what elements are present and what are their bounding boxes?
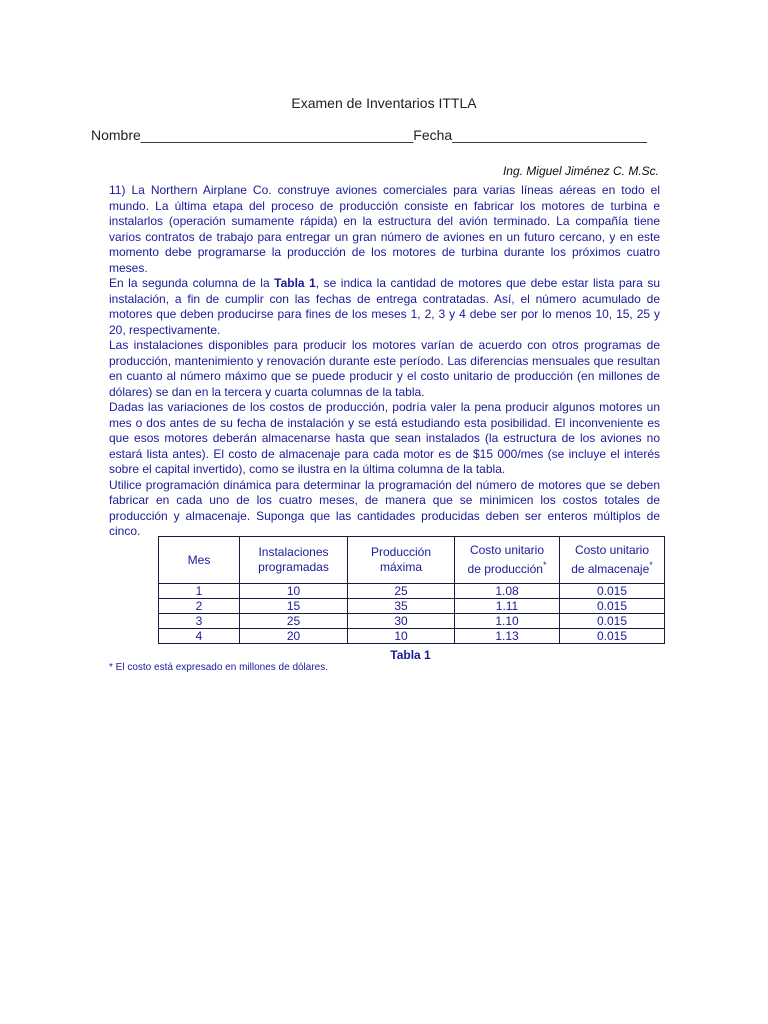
table-cell: 15 — [240, 599, 348, 614]
table-cell: 25 — [348, 584, 455, 599]
header-costo-produccion — [455, 537, 560, 584]
problem-paragraph-4: Dadas las variaciones de los costos de producción, podría valer la pena producir algunos motores un mes o dos antes de su fecha de instalación y se está estudiando esta posibilidad. El inconveniente es que esos motores deberán almacenarse hasta que sean instalados (la estructura de los aviones no estará lista antes). El costo de almacenaje para cada motor es de $15 000/mes (se incluye el interés sobre el capital invertido), como se ilustra en la última columna de la tabla. — [109, 400, 660, 476]
table-cell: 30 — [348, 614, 455, 629]
table-cell: 10 — [348, 629, 455, 644]
header-line: máxima — [379, 560, 422, 574]
author-line: Ing. Miguel Jiménez C. M.Sc. — [502, 164, 659, 178]
table-cell: 0.015 — [560, 599, 665, 614]
data-table — [158, 536, 665, 644]
header-line: programadas — [258, 560, 329, 574]
table-footnote: * El costo está expresado en millones de dólares. — [109, 662, 329, 673]
p2-post: , se indica la cantidad de motores que debe estar lista para su instalación, a fin de cumplir con las fechas de entrega contratadas. Así, el número acumulado de motores que deben producirse para fines de los meses 1, 2, 3 y 4 debe ser por lo menos 10, 15, 25 y 20, respectivamente. — [109, 276, 661, 337]
table-cell: 0.015 — [560, 629, 665, 644]
table-cell: 1.11 — [455, 599, 560, 614]
header-mes-text: Mes — [187, 552, 211, 567]
table-cell: 25 — [240, 614, 348, 629]
problem-paragraph-2 — [109, 276, 660, 338]
table-cell: 3 — [159, 614, 240, 629]
table-cell: 2 — [159, 599, 240, 614]
table-row — [159, 599, 665, 614]
table-row — [159, 629, 665, 644]
table-header-row — [159, 537, 665, 584]
header-line: Costo unitario — [469, 543, 545, 557]
table-row — [159, 584, 665, 599]
header-line: de producción — [467, 562, 543, 576]
table-cell: 1.08 — [455, 584, 560, 599]
table-cell: 20 — [240, 629, 348, 644]
header-costo-almacenaje — [560, 537, 665, 584]
table-reference: Tabla 1 — [274, 276, 316, 290]
header-line: Producción — [370, 545, 432, 559]
header-mes — [159, 537, 240, 584]
header-line: de almacenaje — [571, 562, 650, 576]
header-line: Costo unitario — [574, 543, 650, 557]
header-produccion — [348, 537, 455, 584]
asterisk-mark: * — [542, 560, 547, 570]
table-caption: Tabla 1 — [390, 648, 431, 662]
table-cell: 1.10 — [455, 614, 560, 629]
table-cell: 10 — [240, 584, 348, 599]
problem-paragraph-3: Las instalaciones disponibles para producir los motores varían de acuerdo con otros programas de producción, mantenimiento y renovación durante este período. Las diferencias mensuales que resultan en cuanto al número máximo que se puede producir y el costo unitario de producción (en millones de dólares) se dan en la tercera y cuarta columnas de la tabla. — [109, 338, 660, 399]
table-cell: 1.13 — [455, 629, 560, 644]
problem-statement — [109, 183, 660, 540]
table-cell: 0.015 — [560, 614, 665, 629]
table-row — [159, 614, 665, 629]
table-cell: 0.015 — [560, 584, 665, 599]
problem-paragraph-5: Utilice programación dinámica para determinar la programación del número de motores que se deben fabricar en cada uno de los cuatro meses, de manera que se minimicen los costos totales de producción y almacenaje. Suponga que las cantidades producidas deben ser enteros múltiplos de cinco. — [109, 477, 660, 538]
table-cell: 35 — [348, 599, 455, 614]
table-cell: 4 — [159, 629, 240, 644]
document-title: Examen de Inventarios ITTLA — [291, 95, 477, 111]
header-instalaciones — [240, 537, 348, 584]
p2-pre: En la segunda columna de la — [109, 276, 275, 290]
asterisk-mark: * — [649, 560, 653, 570]
header-line: Instalaciones — [258, 545, 329, 559]
table-cell: 1 — [159, 584, 240, 599]
name-date-line: Nombre___________________________________Fecha_________________________ — [91, 127, 647, 143]
problem-paragraph-1: 11) La Northern Airplane Co. construye aviones comerciales para varias líneas aéreas en todo el mundo. La última etapa del proceso de producción consiste en fabricar los motores de turbina e instalarlos (operación sumamente rápida) en la estructura del avión terminado. La compañía tiene varios contratos de trabajo para entregar un gran número de aviones en un futuro cercano, y en este momento debe programarse la producción de los motores de turbina durante los próximos cuatro meses. — [109, 183, 660, 275]
